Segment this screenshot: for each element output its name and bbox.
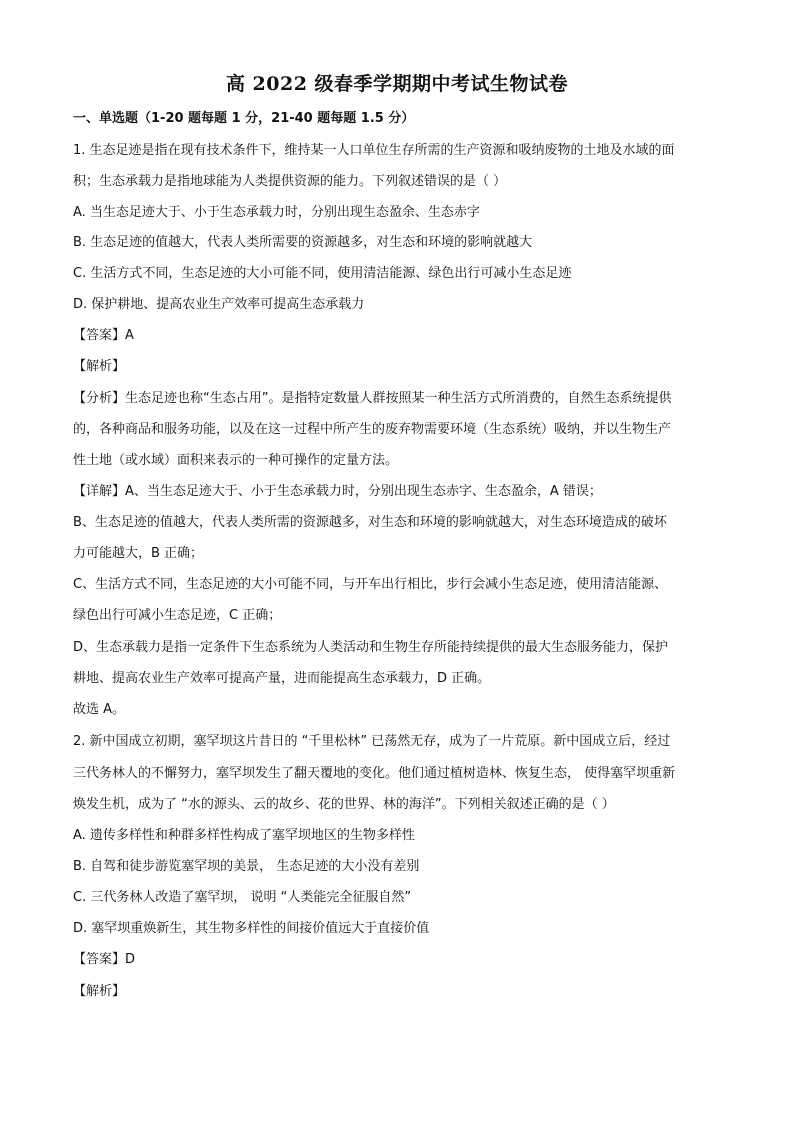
q1-answer: 【答案】A (73, 328, 134, 343)
q2-analysis-label: 【解析】 (73, 984, 126, 999)
q1-xiangjie-line-7: 耕地、提高农业生产效率可提高产量，进而能提高生态承载力，D 正确。 (73, 671, 491, 686)
q1-fenxi-line-2: 的，各种商品和服务功能，以及在这一过程中所产生的废弃物需要环境（生态系统）吸纳，并以生物生产 (73, 422, 672, 437)
q2-answer: 【答案】D (73, 952, 136, 967)
q1-fenxi-line-1: 【分析】生态足迹也称“生态占用”。是指特定数量人群按照某一种生活方式所消费的，自然生态系统提供 (73, 391, 672, 406)
q1-option-a: A. 当生态足迹大于、小于生态承载力时，分别出现生态盈余、生态赤字 (73, 205, 480, 220)
q2-stem-line-1: 2. 新中国成立初期，塞罕坝这片昔日的 “千里松林” 已荡然无存，成为了一片荒原。新中国成立后，经过 (73, 734, 671, 749)
q1-option-c: C. 生活方式不同，生态足迹的大小可能不同，使用清洁能源、绿色出行可减小生态足迹 (73, 266, 572, 281)
page-title: 高 2022 级春季学期期中考试生物试卷 (225, 73, 569, 95)
q2-option-b: B. 自驾和徒步游览塞罕坝的美景， 生态足迹的大小没有差别 (73, 859, 420, 874)
q2-option-a: A. 遗传多样性和种群多样性构成了塞罕坝地区的生物多样性 (73, 828, 415, 843)
section-heading: 一、单选题（1-20 题每题 1 分，21-40 题每题 1.5 分） (73, 111, 415, 126)
q1-analysis-label: 【解析】 (73, 359, 126, 374)
q1-option-d: D. 保护耕地、提高农业生产效率可提高生态承载力 (73, 297, 365, 312)
q1-xiangjie-line-1: 【详解】A、当生态足迹大于、小于生态承载力时，分别出现生态赤字、生态盈余，A 错误； (73, 484, 602, 499)
q1-fenxi-line-3: 性土地（或水域）面积来表示的一种可操作的定量方法。 (73, 453, 399, 468)
q1-option-b: B. 生态足迹的值越大，代表人类所需要的资源越多，对生态和环境的影响就越大 (73, 235, 533, 250)
q1-xiangjie-line-2: B、生态足迹的值越大，代表人类所需的资源越多，对生态和环境的影响就越大，对生态环境造成的破坏 (73, 515, 667, 530)
q2-option-d: D. 塞罕坝重焕新生，其生物多样性的间接价值远大于直接价值 (73, 921, 430, 936)
q1-xiangjie-line-5: 绿色出行可减小生态足迹，C 正确； (73, 608, 282, 623)
q1-xiangjie-line-4: C、生活方式不同，生态足迹的大小可能不同，与开车出行相比，步行会减小生态足迹，使用清洁能源、 (73, 577, 668, 592)
q1-xiangjie-line-3: 力可能越大，B 正确； (73, 546, 204, 561)
q2-stem-line-3: 焕发生机，成为了 “水的源头、云的故乡、花的世界、林的海洋”。下列相关叙述正确的是（ ） (73, 797, 615, 812)
q1-xiangjie-line-6: D、生态承载力是指一定条件下生态系统为人类活动和生物生存所能持续提供的最大生态服务能力，保护 (73, 640, 669, 655)
q2-option-c: C. 三代务林人改造了塞罕坝， 说明 “人类能完全征服自然” (73, 890, 412, 905)
q1-stem-line-1: 1. 生态足迹是指在现有技术条件下，维持某一人口单位生存所需的生产资源和吸纳废物的土地及水域的面 (73, 143, 675, 158)
q1-conclusion: 故选 A。 (73, 702, 126, 717)
q1-stem-line-2: 积；生态承载力是指地球能为人类提供资源的能力。下列叙述错误的是（ ） (73, 174, 507, 189)
q2-stem-line-2: 三代务林人的不懈努力，塞罕坝发生了翻天覆地的变化。他们通过植树造林、恢复生态， 使得塞罕坝重新 (73, 766, 676, 781)
